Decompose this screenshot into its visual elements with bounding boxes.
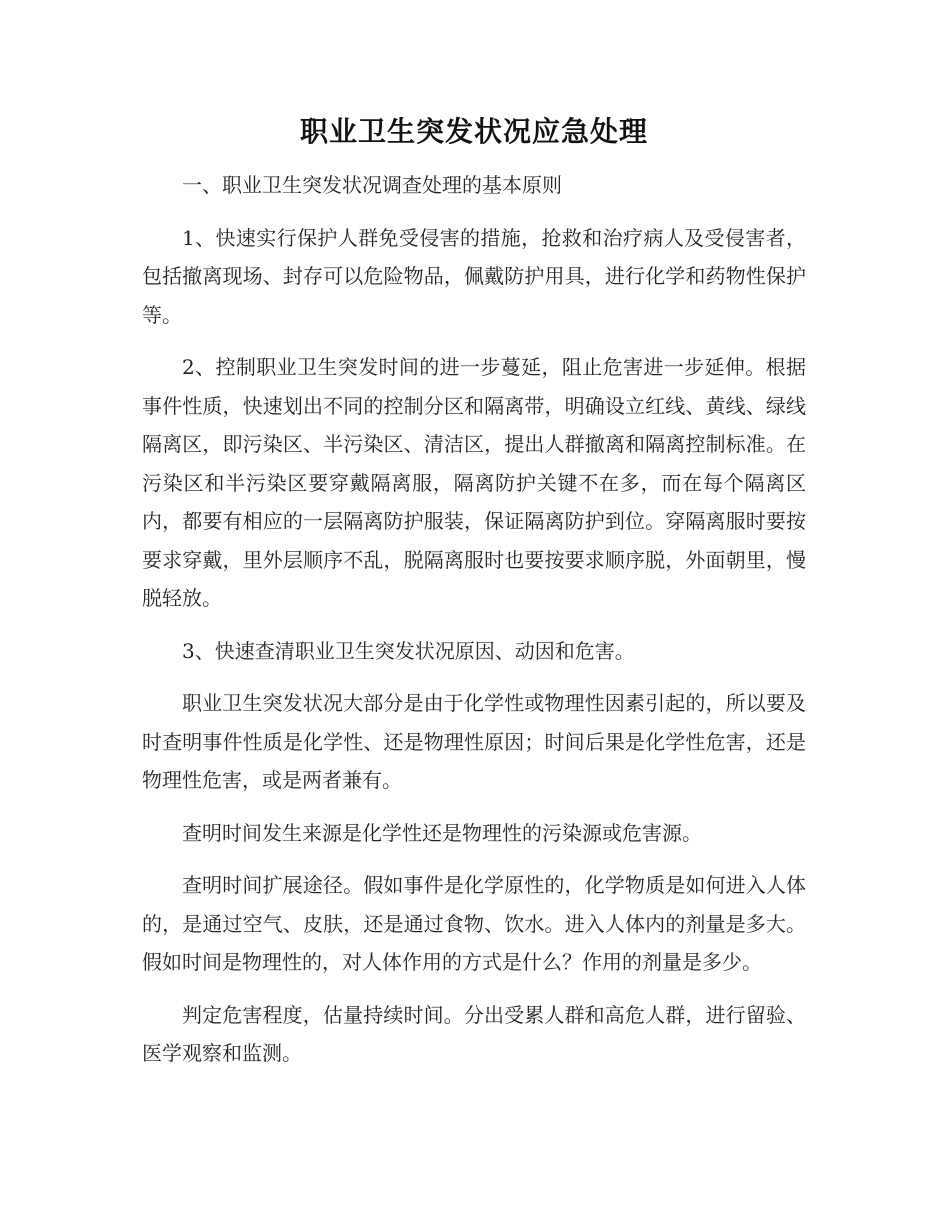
paragraph-6: 查明时间扩展途径。假如事件是化学原性的，化学物质是如何进入人体的，是通过空气、皮肤，还是通过食物、饮水。进入人体内的剂量是多大。假如时间是物理性的，对人体作用的方式是什么？作用的剂量是多少。 (142, 873, 806, 974)
paragraph-7: 判定危害程度，估量持续时间。分出受累人群和高危人群，进行留验、医学观察和监测。 (142, 1002, 806, 1065)
paragraph-4: 职业卫生突发状况大部分是由于化学性或物理性因素引起的，所以要及时查明事件性质是化学性、还是物理性原因；时间后果是化学性危害，还是物理性危害，或是两者兼有。 (142, 691, 806, 792)
document-title: 职业卫生突发状况应急处理 (299, 115, 648, 148)
paragraph-3: 3、快速查清职业卫生突发状况原因、动因和危害。 (182, 638, 635, 663)
paragraph-5: 查明时间发生来源是化学性还是物理性的污染源或危害源。 (182, 820, 702, 845)
section-heading: 一、职业卫生突发状况调查处理的基本原则 (182, 173, 562, 197)
paragraph-2: 2、控制职业卫生突发时间的进一步蔓延，阻止危害进一步延伸。根据事件性质，快速划出不同的控制分区和隔离带，明确设立红线、黄线、绿线隔离区，即污染区、半污染区、清洁区，提出人群撤离和隔离控制标准。在污染区和半污染区要穿戴隔离服，隔离防护关键不在多，而在每个隔离区内，都要有相应的一层隔离防护服装，保证隔离防护到位。穿隔离服时要按要求穿戴，里外层顺序不乱，脱隔离服时也要按要求顺序脱，外面朝里，慢脱轻放。 (142, 355, 806, 610)
document-page (142, 104, 806, 1087)
paragraph-1: 1、快速实行保护人群免受侵害的措施，抢救和治疗病人及受侵害者，包括撤离现场、封存可以危险物品，佩戴防护用具，进行化学和药物性保护等。 (142, 225, 806, 327)
